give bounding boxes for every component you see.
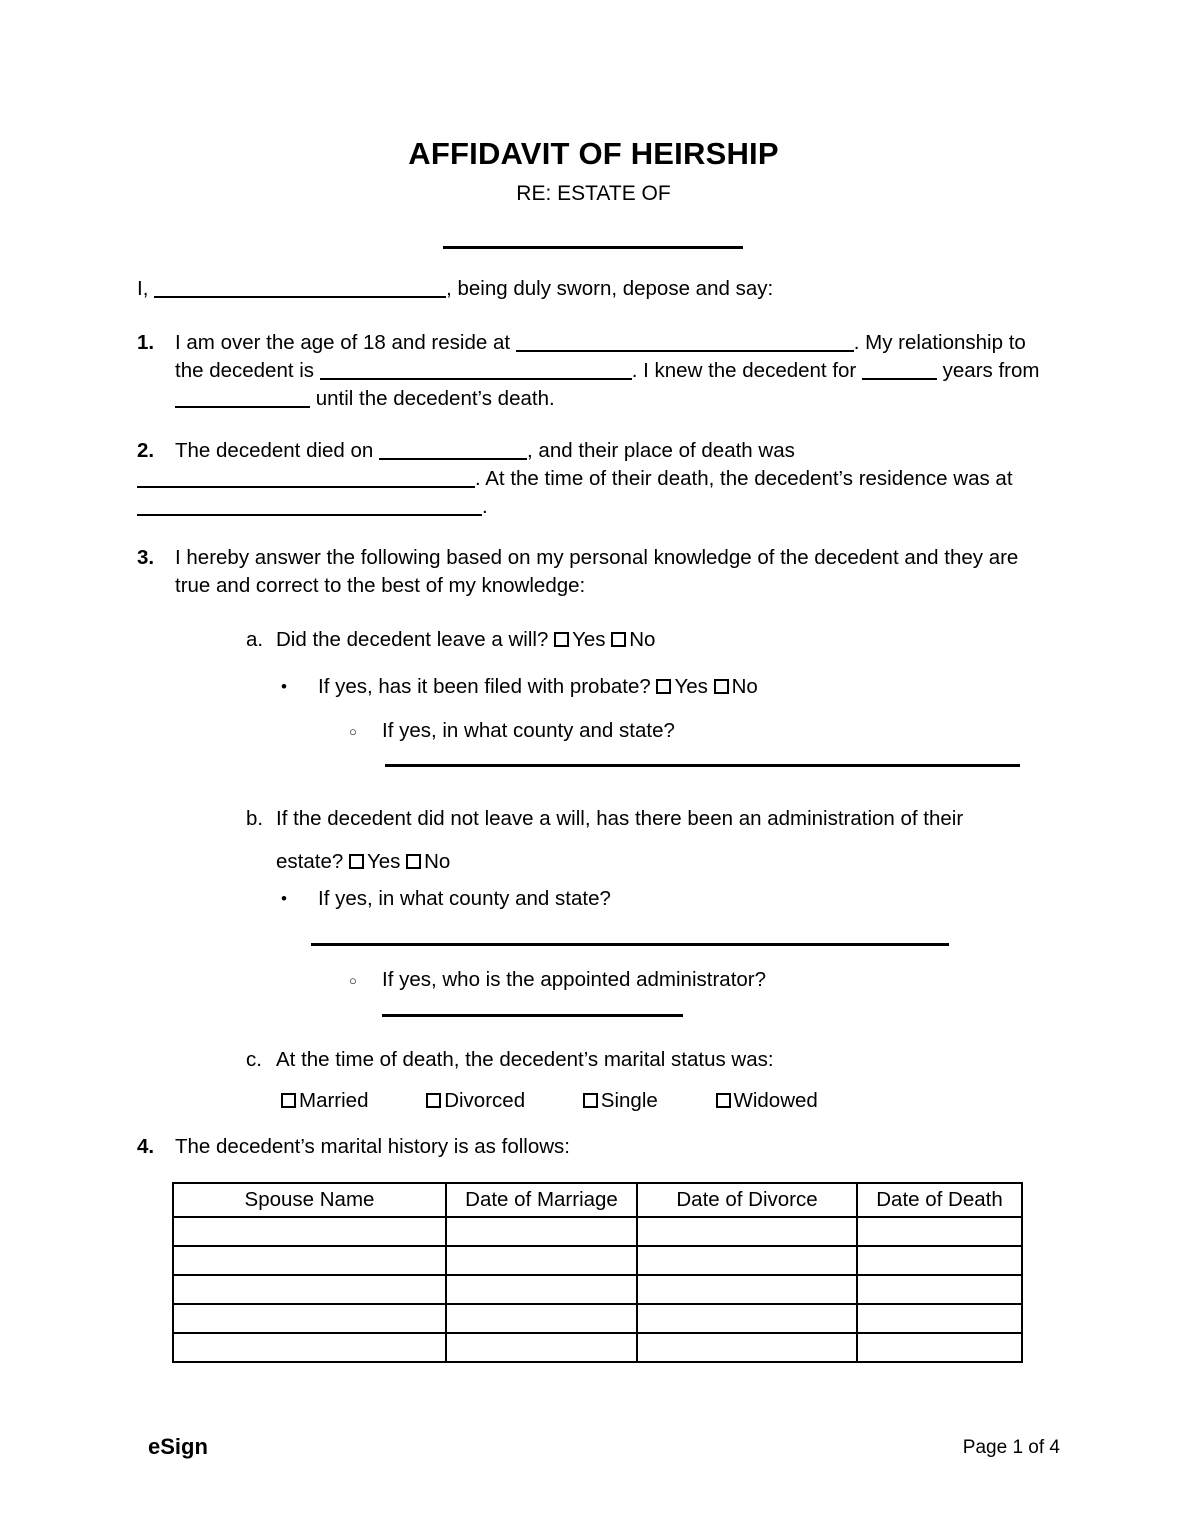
item-2-part-3: . At the time of their death, the decedent’s: [475, 467, 853, 490]
footer-page-number: Page 1 of 4: [962, 1437, 1060, 1458]
years-known-blank[interactable]: [862, 378, 937, 380]
table-cell[interactable]: [857, 1217, 1022, 1246]
administration-no-label: No: [424, 850, 451, 873]
will-question-label: Did the decedent leave a will?: [276, 628, 549, 651]
marital-status-option-single[interactable]: [583, 1087, 658, 1115]
sub-item-3b: [246, 797, 1021, 883]
marital-status-label-divorced: Divorced: [444, 1089, 526, 1112]
administration-yes-option[interactable]: [349, 850, 400, 873]
table-row: [173, 1275, 1022, 1304]
bullet-icon: •: [281, 677, 287, 696]
sub-item-3b-letter: b.: [246, 807, 264, 830]
list-item-1: [137, 329, 1052, 413]
item-1-part-4: years from: [942, 359, 1040, 382]
column-header-spouse-name: Spouse Name: [173, 1183, 446, 1217]
table-body: [173, 1217, 1022, 1362]
relationship-blank[interactable]: [320, 378, 632, 380]
bullet-icon: •: [281, 889, 287, 908]
probate-no-option[interactable]: [714, 675, 758, 698]
page-title: AFFIDAVIT OF HEIRSHIP: [408, 136, 779, 171]
item-2-part-4: residence was at: [858, 467, 1013, 490]
item-2-number: 2.: [137, 439, 155, 462]
table-row: [173, 1217, 1022, 1246]
checkbox-icon[interactable]: [716, 1093, 731, 1108]
marital-status-option-married[interactable]: [281, 1087, 369, 1115]
marital-status-question-label: At the time of death, the decedent’s marital status was:: [276, 1048, 774, 1071]
sub-item-3b-text: [276, 797, 1021, 883]
column-header-date-of-death: Date of Death: [857, 1183, 1022, 1217]
table-cell[interactable]: [857, 1333, 1022, 1362]
sub-item-3a-letter: a.: [246, 628, 264, 651]
sub-item-3a: [246, 626, 1036, 654]
administration-county-question-label: If yes, in what county and state?: [318, 887, 611, 910]
item-2-part-5: .: [482, 495, 488, 518]
footer-brand-logo: eSign: [148, 1434, 208, 1459]
administration-county-answer-blank[interactable]: [311, 943, 949, 946]
administrator-answer-blank[interactable]: [382, 1014, 683, 1017]
residence-address-blank[interactable]: [516, 350, 854, 352]
table-cell[interactable]: [446, 1217, 637, 1246]
known-from-date-blank[interactable]: [175, 406, 310, 408]
item-1-part-5: until the decedent’s death.: [315, 387, 555, 410]
probate-yes-label: Yes: [674, 675, 708, 698]
table-cell[interactable]: [857, 1246, 1022, 1275]
marital-status-option-widowed[interactable]: [716, 1087, 818, 1115]
table-cell[interactable]: [637, 1217, 857, 1246]
item-2-part-1: The decedent died on: [175, 439, 374, 462]
checkbox-icon[interactable]: [714, 679, 729, 694]
administration-yes-label: Yes: [366, 850, 401, 873]
table-cell[interactable]: [446, 1275, 637, 1304]
column-header-date-of-divorce: Date of Divorce: [637, 1183, 857, 1217]
checkbox-icon[interactable]: [349, 854, 364, 869]
table-row: [173, 1246, 1022, 1275]
administration-no-option[interactable]: [406, 850, 450, 873]
table-cell[interactable]: [173, 1304, 446, 1333]
probate-no-label: No: [731, 675, 758, 698]
item-1-number: 1.: [137, 331, 155, 354]
sub-item-3a-text: [276, 626, 1036, 654]
marital-status-options: [281, 1087, 818, 1115]
table-cell[interactable]: [173, 1217, 446, 1246]
table-cell[interactable]: [173, 1275, 446, 1304]
checkbox-icon[interactable]: [611, 632, 626, 647]
item-1-text: [175, 329, 1052, 413]
circle-bullet-icon: ○: [349, 724, 357, 739]
checkbox-icon[interactable]: [656, 679, 671, 694]
decedent-residence-blank[interactable]: [137, 514, 482, 516]
table-header-row: [173, 1183, 1022, 1217]
bullet-item-probate: [281, 673, 1021, 701]
place-of-death-blank[interactable]: [137, 486, 475, 488]
administration-question-label: If the decedent did not leave a will, has there been an administration of their estate?: [276, 807, 964, 873]
item-1-part-3: . I knew the decedent for: [631, 359, 857, 382]
intro-rest: , being duly sworn, depose and say:: [446, 277, 774, 300]
marital-status-label-widowed: Widowed: [733, 1089, 818, 1112]
table-cell[interactable]: [173, 1333, 446, 1362]
administrator-question-label: If yes, who is the appointed administrator?: [382, 968, 767, 991]
item-3-number: 3.: [137, 546, 155, 569]
table-row: [173, 1333, 1022, 1362]
marital-status-label-married: Married: [299, 1089, 369, 1112]
checkbox-icon[interactable]: [406, 854, 421, 869]
table-cell[interactable]: [446, 1304, 637, 1333]
will-no-option[interactable]: [611, 628, 655, 651]
table-cell[interactable]: [637, 1333, 857, 1362]
will-no-label: No: [629, 628, 656, 651]
affiant-intro-line: [137, 275, 1037, 303]
probate-county-question-label: If yes, in what county and state?: [382, 719, 675, 742]
table-cell[interactable]: [857, 1275, 1022, 1304]
probate-county-answer-blank[interactable]: [385, 764, 1020, 767]
checkbox-icon[interactable]: [583, 1093, 598, 1108]
intro-lead: I,: [137, 277, 149, 300]
table-cell[interactable]: [637, 1246, 857, 1275]
item-4-number: 4.: [137, 1135, 155, 1158]
item-2-text-continued: [137, 465, 1052, 521]
checkbox-icon[interactable]: [281, 1093, 296, 1108]
table-cell[interactable]: [173, 1246, 446, 1275]
item-1-part-1: I am over the age of 18 and reside at: [175, 331, 511, 354]
sub-item-3c-letter: c.: [246, 1048, 262, 1071]
estate-name-blank[interactable]: [443, 246, 743, 249]
will-yes-label: Yes: [572, 628, 606, 651]
marital-history-table: [172, 1182, 1023, 1363]
column-header-date-of-marriage: Date of Marriage: [446, 1183, 637, 1217]
table-cell[interactable]: [857, 1304, 1022, 1333]
bullet-item-probate-text: [318, 673, 1021, 701]
table-row: [173, 1304, 1022, 1333]
probate-yes-option[interactable]: [656, 675, 707, 698]
document-subtitle: RE: ESTATE OF: [516, 182, 671, 205]
list-item-2: [137, 437, 1052, 521]
table-cell[interactable]: [637, 1275, 857, 1304]
date-of-death-blank[interactable]: [379, 458, 527, 460]
bullet-item-administration-county: [281, 885, 1021, 913]
item-4-text: The decedent’s marital history is as follows:: [175, 1135, 570, 1158]
item-2-part-2: , and their place of death was: [527, 439, 795, 462]
table-cell[interactable]: [637, 1304, 857, 1333]
table-cell[interactable]: [446, 1333, 637, 1362]
marital-status-label-single: Single: [600, 1089, 658, 1112]
item-1-part-2: . My relationship to the decedent is: [175, 331, 1026, 382]
item-2-text: [175, 437, 1052, 465]
probate-question-label: If yes, has it been filed with probate?: [318, 675, 651, 698]
will-yes-option[interactable]: [554, 628, 605, 651]
item-3-text: I hereby answer the following based on my personal knowledge of the decedent and they are true and correct to the best of my knowledge:: [175, 546, 1019, 597]
circle-item-administrator: [349, 966, 1029, 994]
circle-bullet-icon: ○: [349, 973, 357, 988]
affiant-name-blank[interactable]: [154, 296, 446, 298]
list-item-3: [137, 544, 1052, 600]
marital-status-option-divorced[interactable]: [426, 1087, 525, 1115]
sub-item-3c: [246, 1046, 1036, 1074]
list-item-4: [137, 1133, 1052, 1161]
table-cell[interactable]: [446, 1246, 637, 1275]
circle-item-probate-county: [349, 717, 1029, 745]
checkbox-icon[interactable]: [554, 632, 569, 647]
checkbox-icon[interactable]: [426, 1093, 441, 1108]
